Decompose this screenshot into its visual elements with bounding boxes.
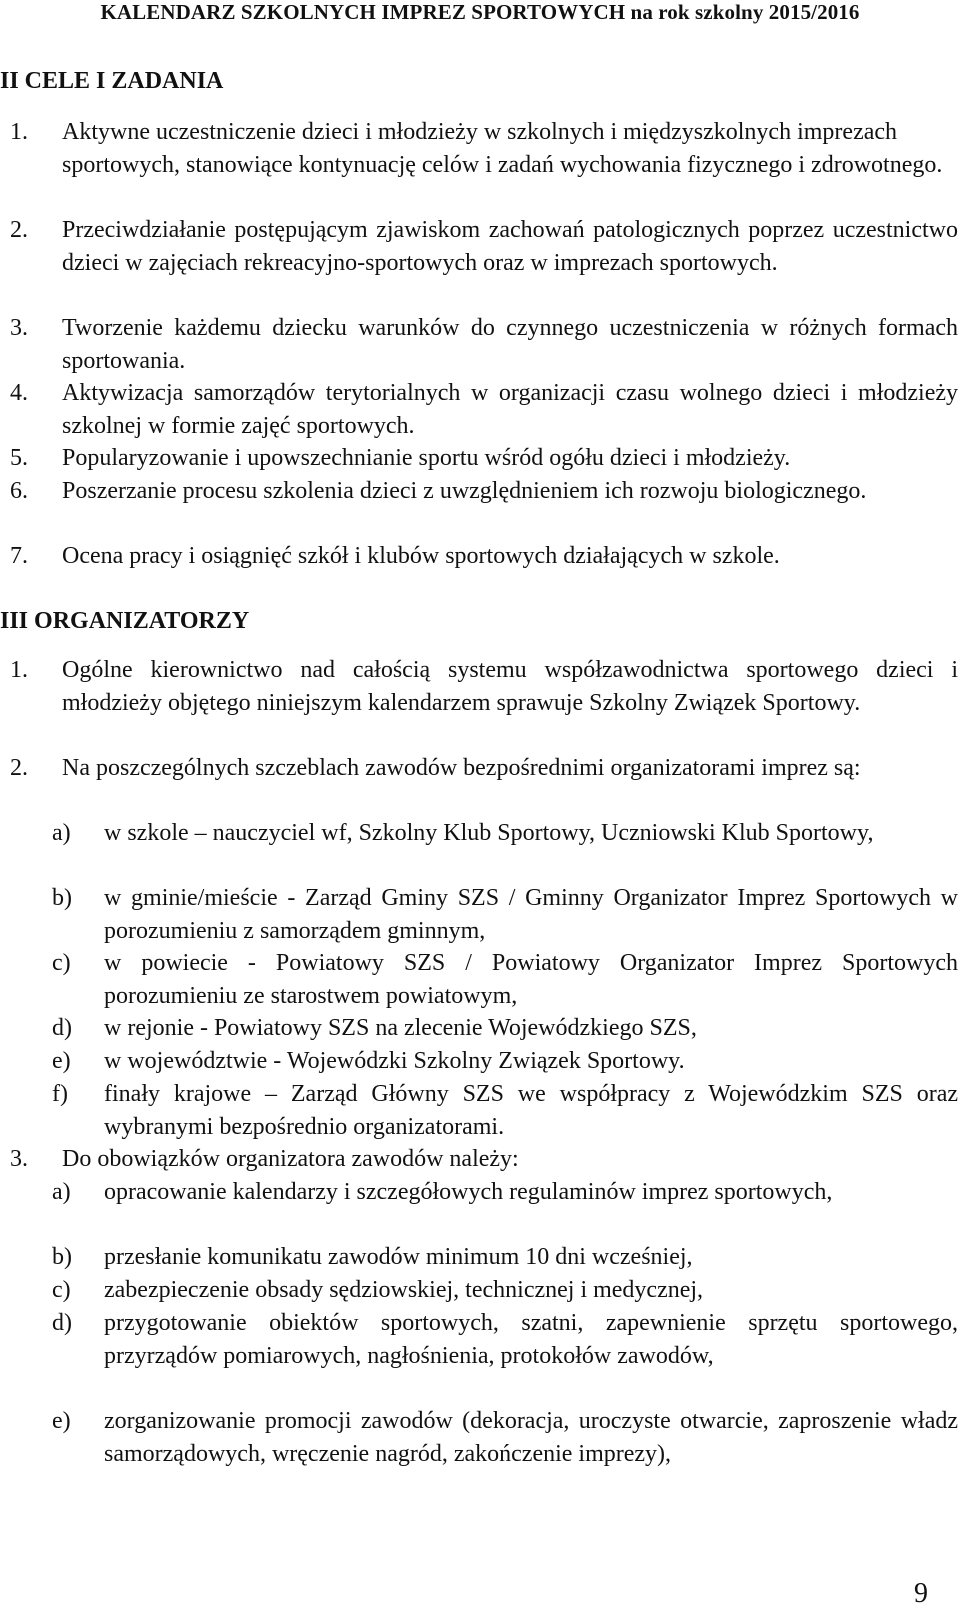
item-text: Tworzenie każdemu dziecku warunków do czynnego uczestniczenia w różnych formach sportowania. — [62, 315, 958, 374]
subitem-text: zabezpieczenie obsady sędziowskiej, technicznej i medycznej, — [104, 1277, 704, 1303]
organizer-item-1 — [0, 654, 958, 720]
goal-item-2 — [0, 214, 958, 280]
organizer-subitem-d — [0, 1012, 958, 1045]
page-header: KALENDARZ SZKOLNYCH IMPREZ SPORTOWYCH na rok szkolny 2015/2016 — [100, 0, 860, 24]
subitem-text: w powiecie - Powiatowy SZS / Powiatowy Organizator Imprez Sportowych porozumieniu ze starostwem powiatowym, — [104, 950, 958, 1009]
organizer-subitem-f — [0, 1078, 958, 1144]
duty-subitem-e — [0, 1405, 958, 1471]
organizer-item-3 — [0, 1143, 958, 1176]
subitem-label: d) — [52, 1015, 72, 1041]
goal-item-1 — [0, 116, 958, 182]
subitem-text: opracowanie kalendarzy i szczegółowych regulaminów imprez sportowych, — [104, 1179, 833, 1205]
organizer-subitem-b — [0, 882, 958, 948]
item-number: 7. — [10, 543, 28, 569]
goal-item-5 — [0, 442, 958, 475]
section-title-organizatorzy: III ORGANIZATORZY — [0, 608, 250, 634]
subitem-label: c) — [52, 950, 71, 976]
duty-subitem-b — [0, 1241, 958, 1274]
organizer-subitem-c — [0, 947, 958, 1013]
organizer-subitem-e — [0, 1045, 958, 1078]
subitem-text: przygotowanie obiektów sportowych, szatni, zapewnienie sprzętu sportowego, przyrządów pomiarowych, nagłośnienia, protokołów zawodów, — [104, 1310, 958, 1369]
goal-item-4 — [0, 377, 958, 443]
subitem-text: w województwie - Wojewódzki Szkolny Związek Sportowy. — [104, 1048, 685, 1074]
subitem-label: a) — [52, 1179, 71, 1205]
item-number: 3. — [10, 1146, 28, 1172]
subitem-text: w rejonie - Powiatowy SZS na zlecenie Wojewódzkiego SZS, — [104, 1015, 697, 1041]
duty-subitem-c — [0, 1274, 958, 1307]
subitem-label: b) — [52, 885, 72, 911]
goal-item-7 — [0, 540, 958, 573]
item-number: 3. — [10, 315, 28, 341]
item-text: Do obowiązków organizatora zawodów należy: — [62, 1146, 519, 1172]
subitem-text: w gminie/mieście - Zarząd Gminy SZS / Gminny Organizator Imprez Sportowych w porozumieniu z samorządem gminnym, — [104, 885, 958, 944]
item-number: 2. — [10, 755, 28, 781]
item-number: 4. — [10, 380, 28, 406]
item-text: Poszerzanie procesu szkolenia dzieci z uwzględnieniem ich rozwoju biologicznego. — [62, 478, 867, 504]
organizer-item-2 — [0, 752, 958, 785]
item-text: Przeciwdziałanie postępującym zjawiskom zachowań patologicznych poprzez uczestnictwo dzieci w zajęciach rekreacyjno-sportowych oraz w imprezach sportowych. — [62, 217, 958, 276]
subitem-text: w szkole – nauczyciel wf, Szkolny Klub Sportowy, Uczniowski Klub Sportowy, — [104, 820, 874, 846]
item-number: 5. — [10, 445, 28, 471]
item-text: Popularyzowanie i upowszechnianie sportu wśród ogółu dzieci i młodzieży. — [62, 445, 791, 471]
section-title-cele: II CELE I ZADANIA — [0, 68, 224, 94]
duty-subitem-d — [0, 1307, 958, 1373]
subitem-label: b) — [52, 1244, 72, 1270]
item-number: 1. — [10, 657, 28, 683]
subitem-label: a) — [52, 820, 71, 846]
subitem-label: d) — [52, 1310, 72, 1336]
item-text: Aktywizacja samorządów terytorialnych w organizacji czasu wolnego dzieci i młodzieży szkolnej w formie zajęć sportowych. — [62, 380, 958, 439]
page-number: 9 — [914, 1578, 928, 1609]
goal-item-6 — [0, 475, 958, 508]
goal-item-3 — [0, 312, 958, 378]
subitem-text: zorganizowanie promocji zawodów (dekoracja, uroczyste otwarcie, zaproszenie władz samorządowych, wręczenie nagród, zakończenie imprezy), — [104, 1408, 958, 1467]
subitem-text: przesłanie komunikatu zawodów minimum 10 dni wcześniej, — [104, 1244, 693, 1270]
subitem-label: f) — [52, 1081, 68, 1107]
item-text: Na poszczególnych szczeblach zawodów bezpośrednimi organizatorami imprez są: — [62, 755, 861, 781]
item-number: 6. — [10, 478, 28, 504]
item-text: Aktywne uczestniczenie dzieci i młodzieży w szkolnych i międzyszkolnych imprezach sportowych, stanowiące kontynuację celów i zadań wychowania fizycznego i zdrowotnego. — [62, 119, 943, 178]
item-number: 2. — [10, 217, 28, 243]
organizer-subitem-a — [0, 817, 958, 850]
item-text: Ocena pracy i osiągnięć szkół i klubów sportowych działających w szkole. — [62, 543, 780, 569]
subitem-label: c) — [52, 1277, 71, 1303]
subitem-text: finały krajowe – Zarząd Główny SZS we współpracy z Wojewódzkim SZS oraz wybranymi bezpośrednio organizatorami. — [104, 1081, 958, 1140]
duty-subitem-a — [0, 1176, 958, 1209]
item-text: Ogólne kierownictwo nad całością systemu współzawodnictwa sportowego dzieci i młodzieży objętego niniejszym kalendarzem sprawuje Szkolny Związek Sportowy. — [62, 657, 958, 716]
subitem-label: e) — [52, 1048, 71, 1074]
subitem-label: e) — [52, 1408, 71, 1434]
item-number: 1. — [10, 119, 28, 145]
